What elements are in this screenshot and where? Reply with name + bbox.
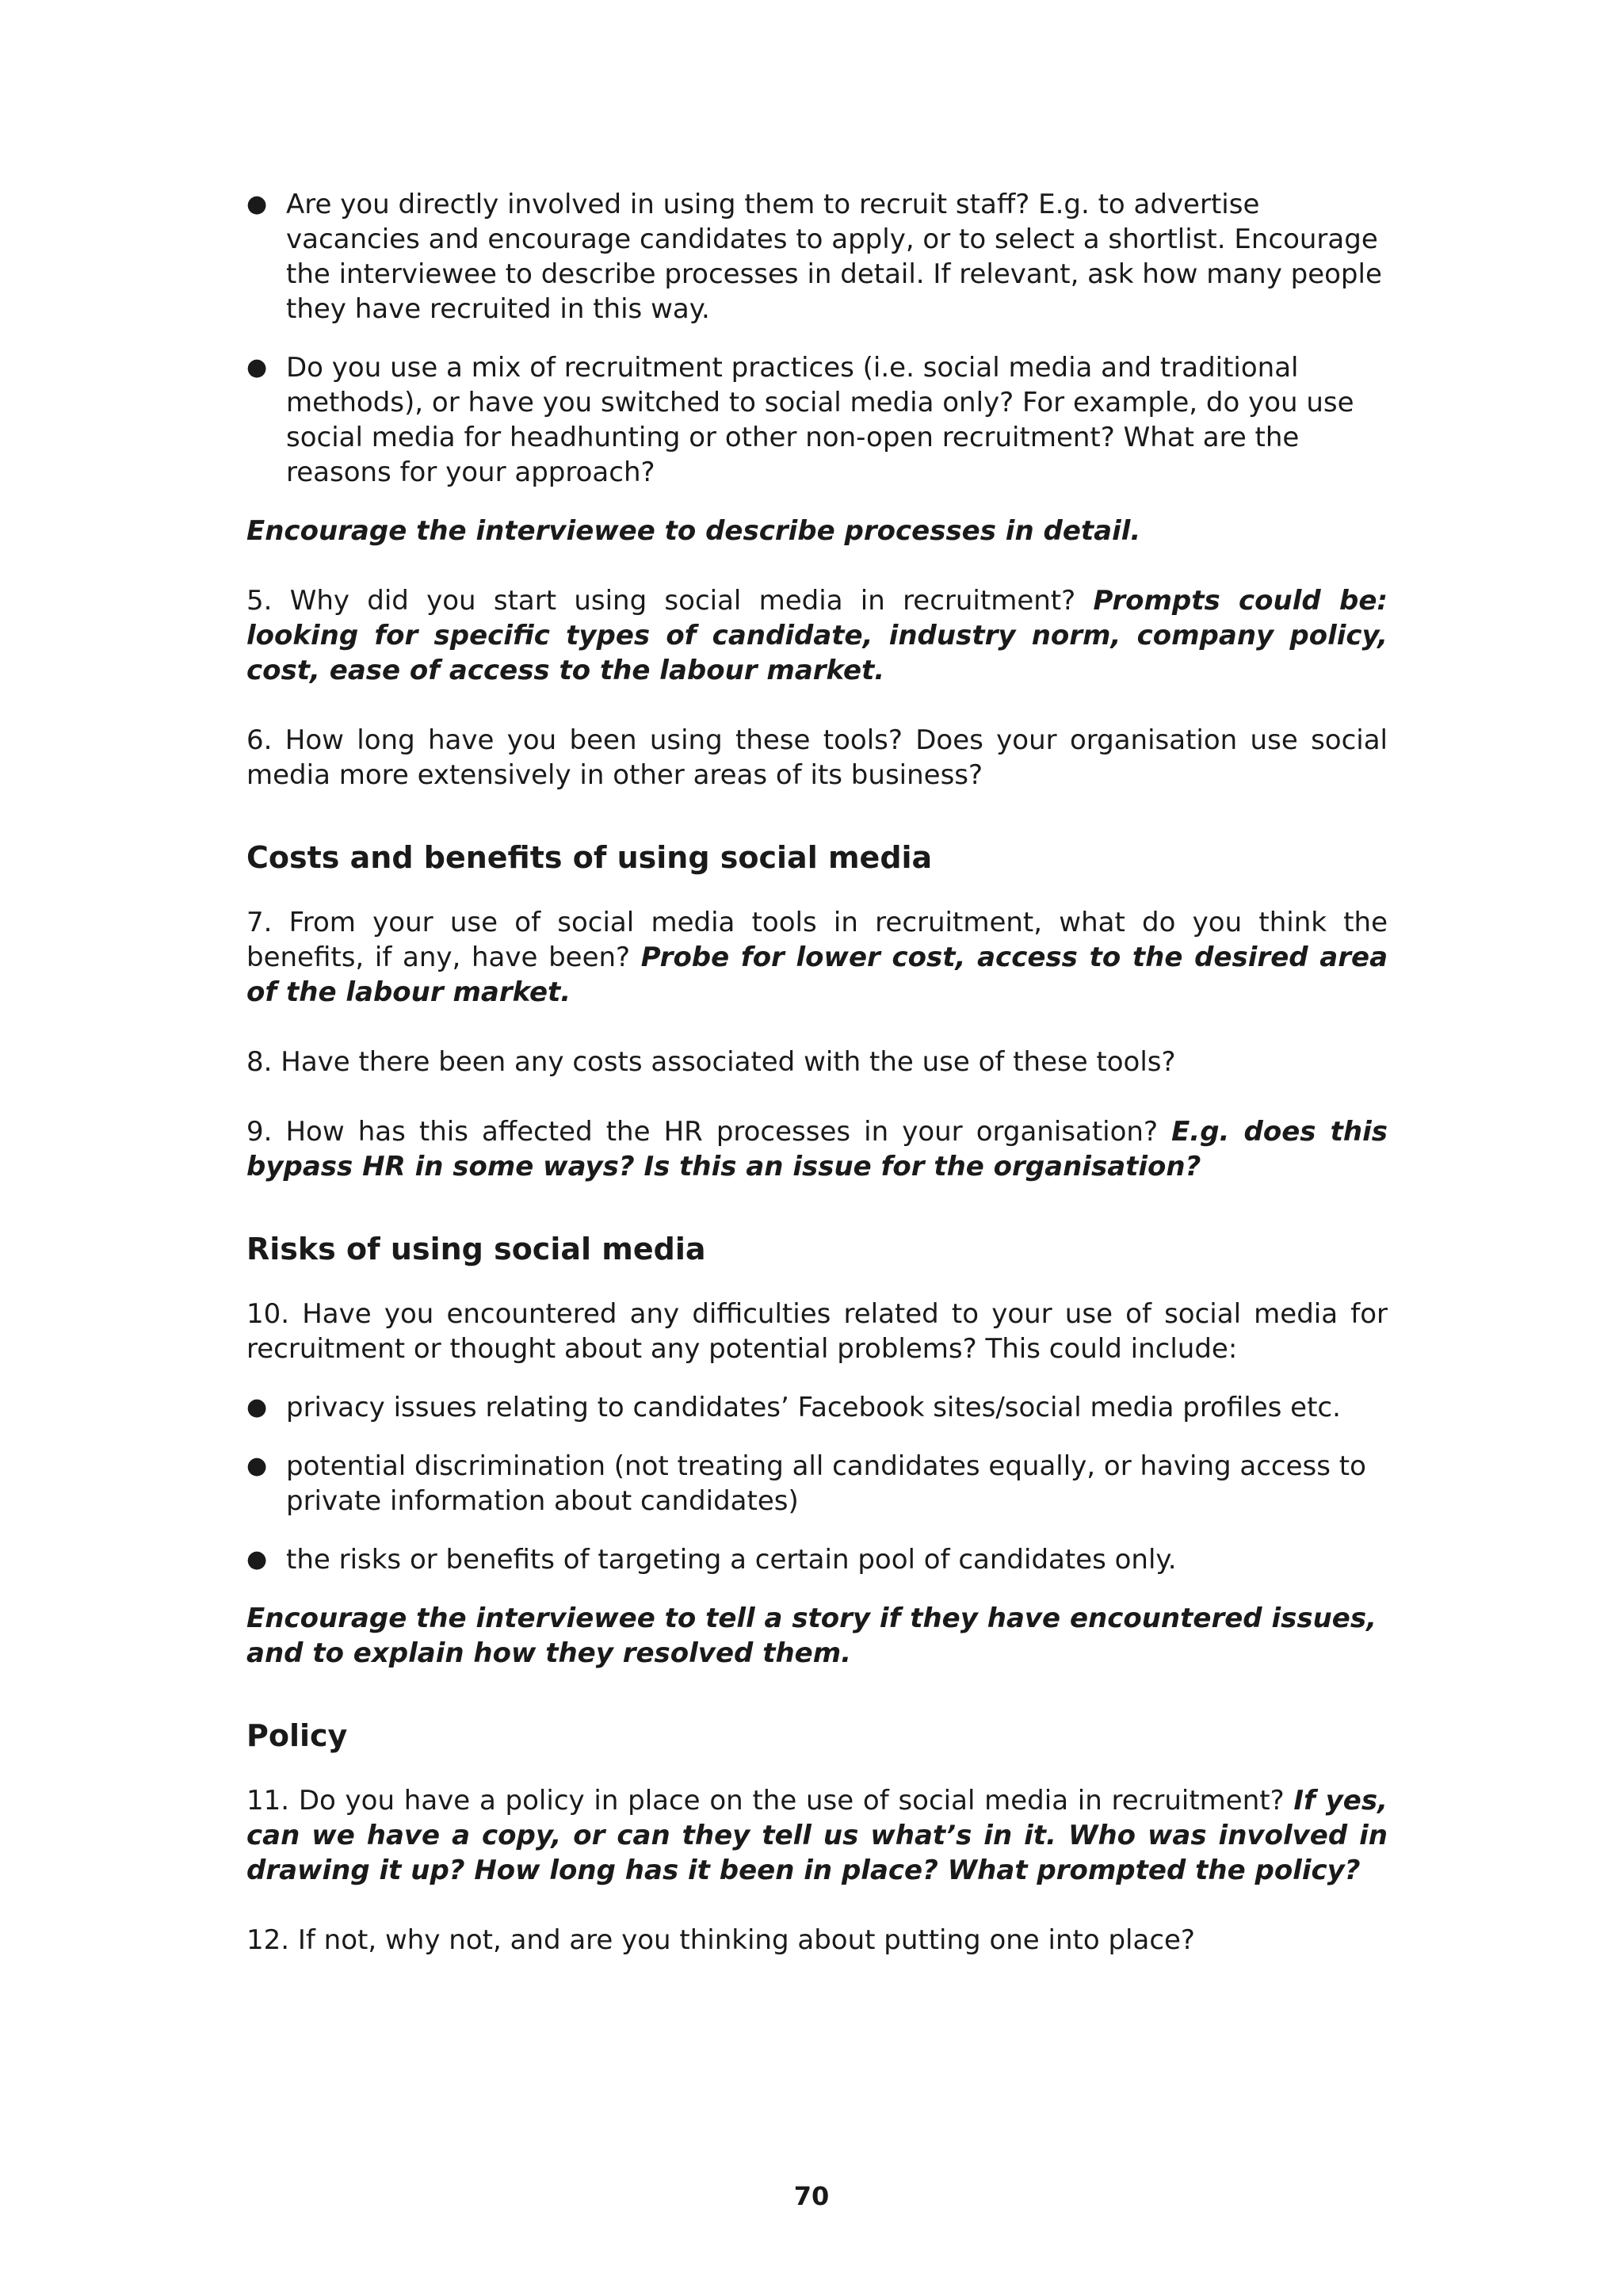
question-prompt: E.g. does this bypass HR in some ways? Is this an issue for the organisation? <box>246 1116 1388 1182</box>
bullet-icon: ● <box>246 1545 268 1573</box>
list-item-text: Do you use a mix of recruitment practices (i.e. social media and traditional methods), or have you switched to social media only? For example, do you use social media for headhunting or other non-open recruitment? What are the reasons for your approach? <box>286 352 1354 488</box>
list-item-text: privacy issues relating to candidates’ Facebook sites/social media profiles etc. <box>286 1392 1341 1423</box>
list-item-text: Are you directly involved in using them to recruit staff? E.g. to advertise vacancies and encourage candidates to apply, or to select a shortlist. Encourage the interviewee to describe processes in detail. If relevant, ask how many people they have recruited in this way. <box>286 189 1382 325</box>
section-heading-risks: Risks of using social media <box>246 1232 706 1266</box>
question-10 <box>246 1297 1388 1366</box>
bullet-list-risks <box>246 1390 1388 1577</box>
bullet-icon: ● <box>246 353 268 381</box>
question-text: 10. Have you encountered any difficulties related to your use of social media for recruitment or thought about any potential problems? This could include: <box>246 1298 1388 1365</box>
bullet-list-top <box>246 187 1388 490</box>
list-item <box>246 1449 1388 1519</box>
question-text: 9. How has this affected the HR processes in your organisation? <box>246 1116 1172 1148</box>
question-prompt: Prompts could be: looking for specific types of candidate, industry norm, company policy, cost, ease of access to the labour market. <box>246 585 1388 686</box>
question-text: 7. From your use of social media tools in recruitment, what do you think the benefits, if any, have been? <box>246 907 1388 973</box>
question-11 <box>246 1783 1388 1888</box>
question-12 <box>246 1923 1388 1958</box>
list-item-text: the risks or benefits of targeting a certain pool of candidates only. <box>286 1544 1177 1576</box>
question-prompt: Probe for lower cost, access to the desired area of the labour market. <box>246 942 1388 1008</box>
page-number: 70 <box>793 2181 830 2211</box>
interviewer-note: Encourage the interviewee to tell a story if they have encountered issues, and to explain how they resolved them. <box>246 1603 1377 1669</box>
question-text: 5. Why did you start using social media in recruitment? <box>246 585 1094 617</box>
section-heading-policy: Policy <box>246 1718 348 1753</box>
list-item <box>246 350 1388 490</box>
list-item <box>246 1542 1388 1577</box>
question-5 <box>246 583 1388 688</box>
list-item-text: potential discrimination (not treating all candidates equally, or having access to private information about candidates) <box>286 1450 1366 1517</box>
question-prompt: If yes, can we have a copy, or can they tell us what’s in it. Who was involved in drawing it up? How long has it been in place? What prompted the policy? <box>246 1785 1388 1886</box>
question-text: 12. If not, why not, and are you thinking about putting one into place? <box>246 1924 1195 1956</box>
bullet-icon: ● <box>246 1393 268 1421</box>
question-7 <box>246 905 1388 1010</box>
bullet-icon: ● <box>246 1452 268 1480</box>
document-page <box>246 187 1388 1992</box>
list-item <box>246 187 1388 327</box>
question-9 <box>246 1114 1388 1184</box>
question-8 <box>246 1045 1388 1079</box>
question-text: 11. Do you have a policy in place on the use of social media in recruitment? <box>246 1785 1294 1817</box>
question-6 <box>246 723 1388 793</box>
bullet-icon: ● <box>246 190 268 218</box>
list-item <box>246 1390 1388 1425</box>
section-heading-costs: Costs and benefits of using social media <box>246 840 933 875</box>
interviewer-note: Encourage the interviewee to describe processes in detail. <box>246 515 1141 547</box>
question-text: 8. Have there been any costs associated with the use of these tools? <box>246 1046 1176 1078</box>
question-text: 6. How long have you been using these tools? Does your organisation use social media more extensively in other areas of its business? <box>246 724 1388 791</box>
